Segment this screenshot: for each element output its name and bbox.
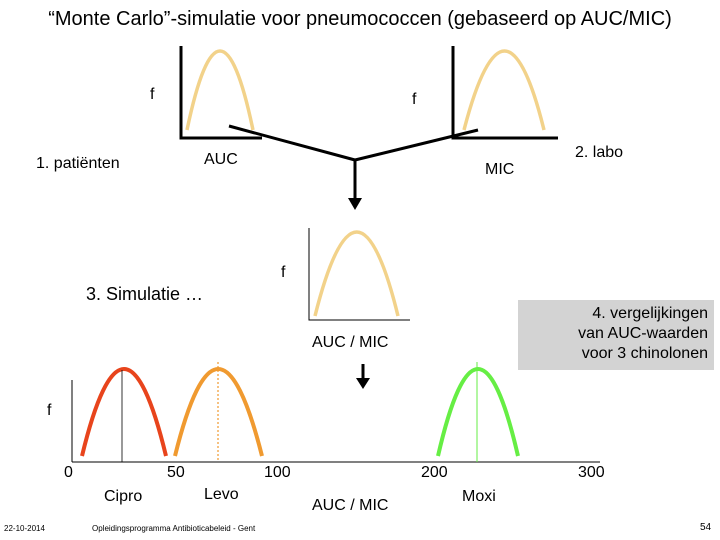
patients-label: 1. patiënten [36, 155, 120, 172]
auc-label: AUC [204, 151, 238, 168]
tick-300: 300 [578, 464, 605, 481]
footer-date: 22-10-2014 [4, 524, 45, 533]
simulated-distribution-plot [309, 228, 410, 320]
moxi-curve [438, 369, 518, 456]
tick-100: 100 [264, 464, 291, 481]
f-label-auc-plot: f [150, 86, 155, 103]
comparison-line-2: van AUC-waarden [578, 325, 708, 342]
drug-label-moxi: Moxi [462, 488, 496, 505]
down-arrow-2 [356, 364, 370, 389]
drug-label-levo: Levo [204, 486, 239, 503]
tick-50: 50 [167, 464, 185, 481]
mic-distribution-plot [453, 46, 558, 138]
auc-mic-middle-label: AUC / MIC [312, 334, 389, 351]
down-arrow-icon [348, 198, 362, 210]
comparison-line-1: 4. vergelijkingen [592, 305, 708, 322]
f-label-mic-plot: f [412, 91, 417, 108]
comparison-line-3: voor 3 chinolonen [581, 345, 708, 362]
tick-200: 200 [421, 464, 448, 481]
mic-label: MIC [485, 161, 515, 178]
combine-connector [229, 126, 478, 210]
page-number: 54 [700, 522, 712, 533]
f-label-simulation-plot: f [281, 264, 286, 281]
simulation-curve [315, 232, 398, 316]
cipro-curve [82, 369, 166, 456]
tick-0: 0 [64, 464, 73, 481]
comparison-plot [72, 362, 600, 462]
auc-distribution-plot [181, 46, 262, 138]
auc-axes [181, 46, 262, 138]
auc-curve [187, 51, 253, 130]
slide-title: “Monte Carlo”-simulatie voor pneumococcen (gebaseerd op AUC/MIC) [48, 8, 672, 30]
mic-curve [464, 51, 544, 130]
simulation-label: 3. Simulatie … [86, 284, 204, 304]
drug-label-cipro: Cipro [104, 488, 143, 505]
auc-mic-bottom-label: AUC / MIC [312, 497, 389, 514]
labo-label: 2. labo [575, 144, 624, 161]
footer-text: Opleidingsprogramma Antibioticabeleid - Gent [92, 524, 256, 533]
down-arrow-icon [356, 378, 370, 389]
comparison-box [518, 300, 714, 370]
f-label-comparison-plot: f [47, 402, 52, 419]
